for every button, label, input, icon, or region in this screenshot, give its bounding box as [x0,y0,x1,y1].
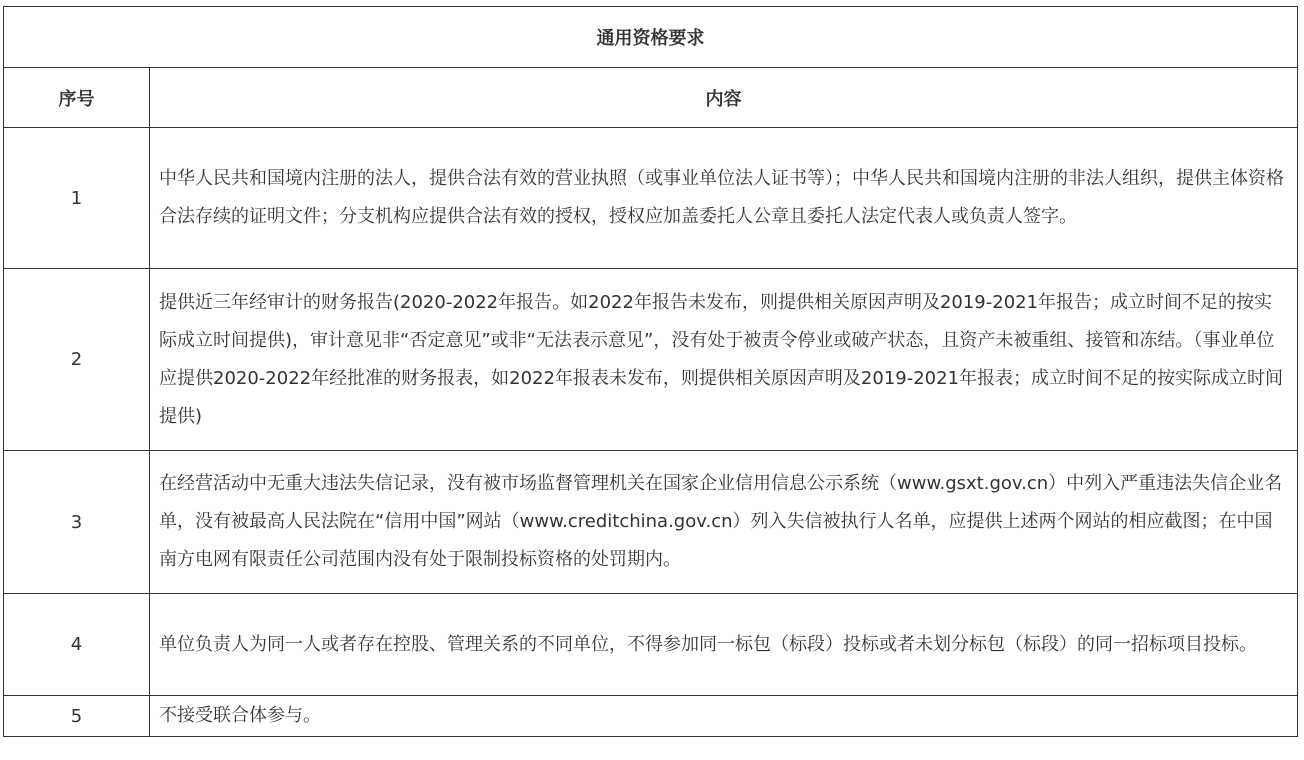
qualification-table [3,6,1298,737]
row-content: 提供近三年经审计的财务报告(2020-2022年报告。如2022年报告未发布，则提供相关原因声明及2019-2021年报告；成立时间不足的按实际成立时间提供)，审计意见非“否定意见”或非“无法表示意见”，没有处于被责令停业或破产状态，且资产未被重组、接管和冻结。（事业单位应提供2020-2022年经批准的财务报表，如2022年报表未发布，则提供相关原因声明及2019-2021年报表；成立时间不足的按实际成立时间提供) [150,269,1298,451]
row-number: 4 [4,594,150,696]
header-no: 序号 [4,68,150,128]
row-content: 在经营活动中无重大违法失信记录，没有被市场监督管理机关在国家企业信用信息公示系统（www.gsxt.gov.cn）中列入严重违法失信企业名单，没有被最高人民法院在“信用中国”网站（www.creditchina.gov.cn）列入失信被执行人名单，应提供上述两个网站的相应截图；在中国南方电网有限责任公司范围内没有处于限制投标资格的处罚期内。 [150,451,1298,594]
table-row [4,269,1298,451]
row-number: 1 [4,128,150,269]
table-row [4,696,1298,737]
table-row [4,451,1298,594]
table-row [4,594,1298,696]
row-number: 2 [4,269,150,451]
row-content: 不接受联合体参与。 [150,696,1298,737]
qualification-table-container [3,6,1298,737]
table-row [4,128,1298,269]
table-header-row [4,68,1298,128]
table-title: 通用资格要求 [4,7,1298,68]
row-number: 3 [4,451,150,594]
row-content: 单位负责人为同一人或者存在控股、管理关系的不同单位，不得参加同一标包（标段）投标或者未划分标包（标段）的同一招标项目投标。 [150,594,1298,696]
row-number: 5 [4,696,150,737]
table-title-row [4,7,1298,68]
header-content: 内容 [150,68,1298,128]
row-content: 中华人民共和国境内注册的法人，提供合法有效的营业执照（或事业单位法人证书等）；中华人民共和国境内注册的非法人组织，提供主体资格合法存续的证明文件；分支机构应提供合法有效的授权，授权应加盖委托人公章且委托人法定代表人或负责人签字。 [150,128,1298,269]
